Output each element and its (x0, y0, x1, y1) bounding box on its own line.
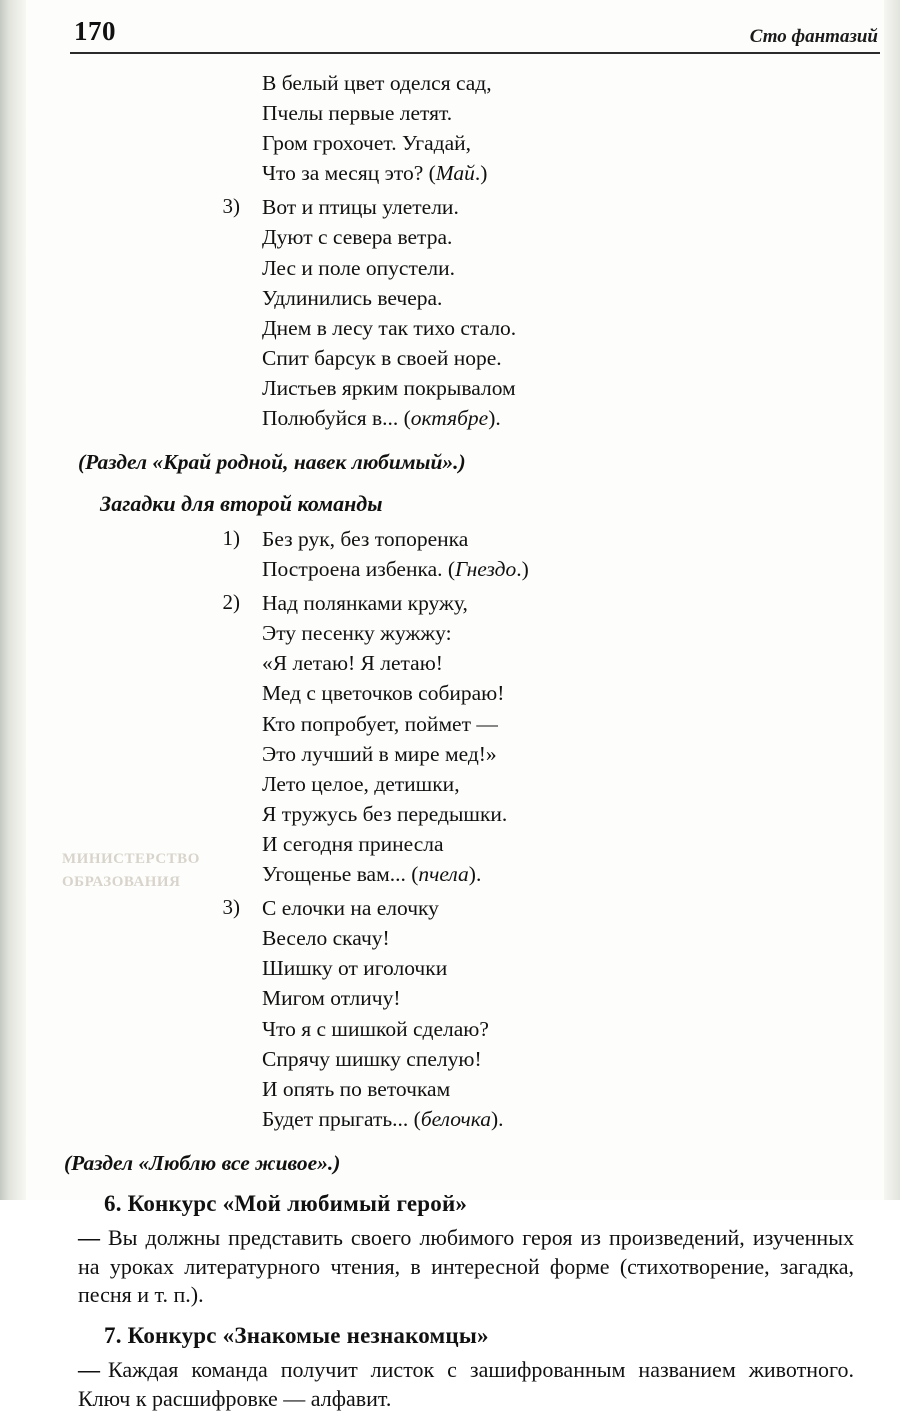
verse-line: Гром грохочет. Угадай, (262, 131, 471, 156)
verse-line: Удлинились вечера. (262, 285, 443, 310)
contest-paragraph (78, 1224, 860, 1310)
running-title: Сто фантазий (749, 26, 878, 47)
running-head (60, 0, 878, 47)
verse-line: Пчелы первые летят. (262, 101, 453, 126)
riddle-lines (262, 524, 860, 584)
verse-line: Угощенье вам... (пчела). (262, 862, 482, 887)
riddle-answer: Май (435, 161, 475, 186)
verse-line: Это лучший в мире мед!» (262, 741, 497, 766)
page-number: 170 (74, 16, 116, 46)
verse-line: Весело скачу! (262, 926, 390, 951)
verse-line: И сегодня принесла (262, 831, 444, 856)
header-rule (70, 52, 880, 54)
verse-line: Будет прыгать... (белочка). (262, 1106, 504, 1131)
riddle-item (60, 893, 860, 1134)
contest-paragraph-text: Каждая команда получит листок с зашифрованным названием животного. Ключ к расшифровке — алфавит. (78, 1357, 854, 1411)
contest-paragraph-text: Вы должны представить своего любимого героя из произведений, изученных на уроках литературного чтения, в интересной форме (стихотворение, загадка, песня и т. п.). (78, 1225, 854, 1308)
verse-line: Листьев ярким покрывалом (262, 375, 516, 400)
section-note-first: (Раздел «Край родной, навек любимый».) (78, 450, 466, 475)
riddle-lines (262, 588, 860, 889)
riddle-number: 1) (222, 526, 240, 551)
verse-line: Шишку от иголочки (262, 956, 448, 981)
contest-section (60, 1320, 860, 1413)
riddle-answer: октябре (410, 406, 489, 431)
page-edge-shadow-left (0, 0, 26, 1200)
verse-line: Мигом отличу! (262, 986, 401, 1011)
verse-line: Я тружусь без передышки. (262, 801, 508, 826)
verse-line: Над полянками кружу, (262, 591, 468, 616)
verse-line: Лес и поле опустели. (262, 255, 456, 280)
riddle-item (60, 68, 860, 188)
contest-heading: 6. Конкурс «Мой любимый герой» (104, 1190, 468, 1216)
riddle-number: 2) (222, 590, 240, 615)
riddle-answer: Гнездо (455, 557, 517, 582)
page-body (60, 46, 860, 1413)
verse-line: Что за месяц это? (Май.) (262, 161, 488, 186)
verse-line: Эту песенку жужжу: (262, 621, 452, 646)
verse-line: Спрячу шишку спелую! (262, 1046, 482, 1071)
contest-sections (60, 1188, 860, 1413)
verse-line: Лето целое, детишки, (262, 771, 460, 796)
verse-line: В белый цвет оделся сад, (262, 71, 492, 95)
page-edge-shadow-right (884, 0, 900, 1200)
verse-line: Что я с шишкой сделаю? (262, 1016, 489, 1041)
bullet-dash: — (78, 1357, 100, 1383)
riddle-answer: белочка (420, 1106, 492, 1131)
verse-line: Вот и птицы улетели. (262, 195, 459, 220)
verse-line: С елочки на елочку (262, 896, 439, 921)
riddle-item (60, 588, 860, 889)
verse-line: Построена избенка. (Гнездо.) (262, 557, 529, 582)
section-note-second: (Раздел «Люблю все живое».) (64, 1150, 341, 1175)
verse-line: Полюбуйся в... (октябре). (262, 406, 501, 431)
riddle-answer: пчела (418, 862, 469, 887)
riddle-lines (262, 192, 860, 433)
riddle-group-first-team (60, 68, 860, 433)
contest-section (60, 1188, 860, 1310)
riddle-number: 3) (222, 194, 240, 219)
verse-line: «Я летаю! Я летаю! (262, 651, 443, 676)
verse-line: Дуют с севера ветра. (262, 225, 453, 250)
riddle-group-second-team (60, 524, 860, 1134)
contest-paragraph (78, 1356, 860, 1413)
riddle-item (60, 524, 860, 584)
bullet-dash: — (78, 1225, 100, 1251)
verse-line: Кто попробует, поймет — (262, 711, 498, 736)
verse-line: Мед с цветочков собираю! (262, 681, 505, 706)
subheading-second-team: Загадки для второй команды (100, 491, 383, 517)
riddle-lines (262, 893, 860, 1134)
verse-line: И опять по веточкам (262, 1076, 451, 1101)
riddle-item (60, 192, 860, 433)
page-content (60, 0, 878, 1413)
verse-line: Днем в лесу так тихо стало. (262, 315, 517, 340)
riddle-lines (262, 68, 860, 188)
bleed-through-text: МИНИСТЕРСТВО ОБРАЗОВАНИЯ (62, 851, 200, 890)
verse-line: Спит барсук в своей норе. (262, 345, 502, 370)
riddle-number: 3) (222, 895, 240, 920)
verse-line: Без рук, без топоренка (262, 527, 469, 552)
contest-heading: 7. Конкурс «Знакомые незнакомцы» (104, 1322, 489, 1348)
